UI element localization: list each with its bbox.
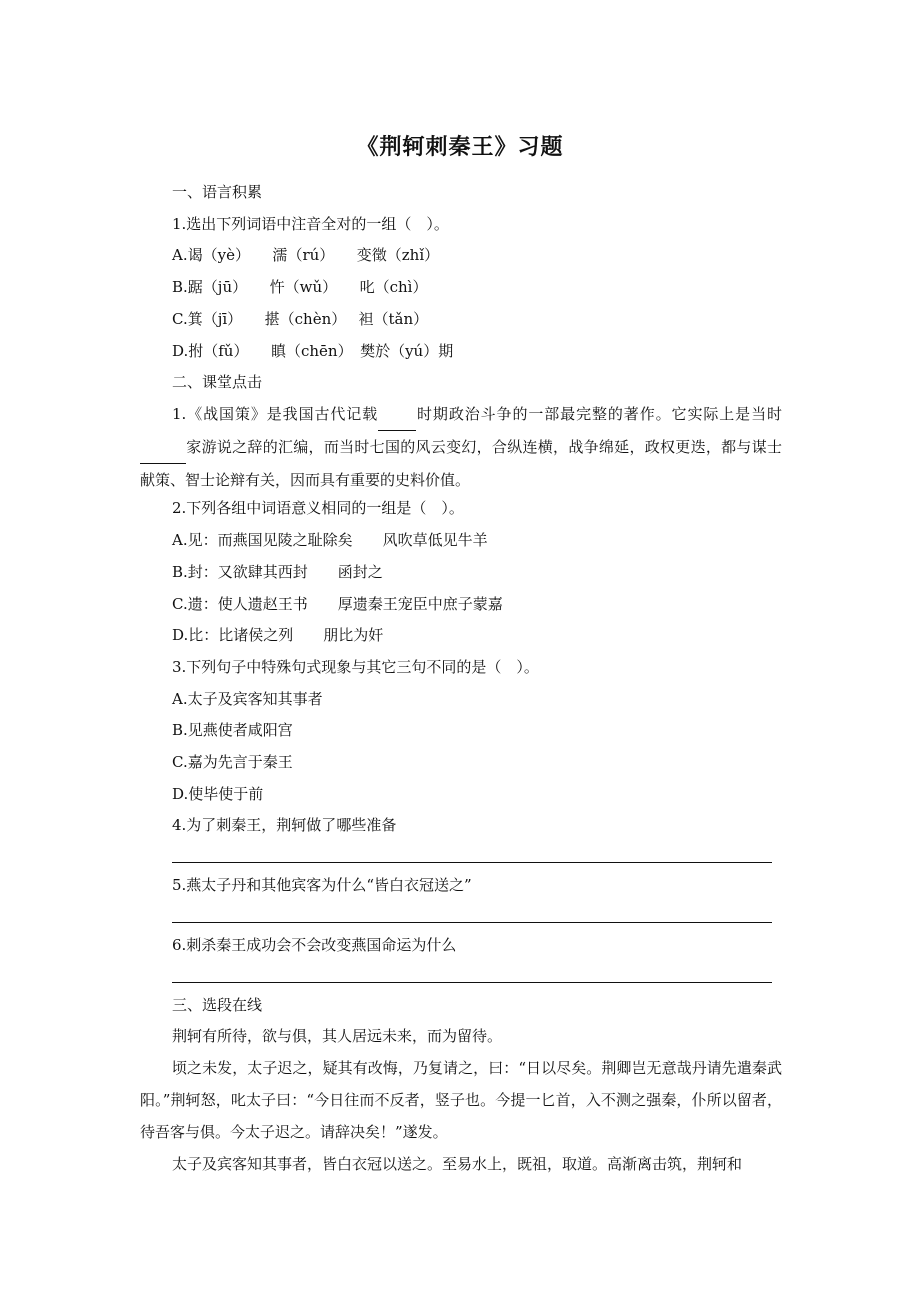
passage-paragraph-1: 荆轲有所待，欲与俱，其人居远未来，而为留待。 xyxy=(172,1027,503,1045)
question-1-1: 1.选出下列词语中注音全对的一组（ ）。 xyxy=(172,215,449,233)
question-2-2: 2.下列各组中词语意义相同的一组是（ ）。 xyxy=(172,499,464,517)
q2-option-c: C.遗：使人遗赵王书 厚遗秦王宠臣中庶子蒙嘉 xyxy=(172,595,503,613)
section-heading-1: 一、语言积累 xyxy=(172,183,263,201)
page-title: 《荆轲刺秦王》习题 xyxy=(356,135,564,160)
question-2-4: 4.为了刺秦王，荆轲做了哪些准备 xyxy=(172,816,397,834)
q2-option-d: D.比：比诸侯之列 朋比为奸 xyxy=(172,626,384,644)
question-2-1-part-b: 时期政治斗争的一部最完整的著作。它实际上是当时 xyxy=(416,405,782,423)
question-2-1-part-a: 1.《战国策》是我国古代记载 xyxy=(172,405,379,423)
passage-paragraph-2: 顷之未发，太子迟之，疑其有改悔，乃复请之，曰：“日以尽矣。荆卿岂无意哉丹请先遣秦武阳。”荆轲怒，叱太子曰：“今日往而不反者，竖子也。今提一匕首，入不测之强秦，仆所以留者，待吾客与俱。今太子迟之。请辞决矣！”遂发。 xyxy=(140,1059,782,1141)
q3-option-d: D.使毕使于前 xyxy=(172,785,264,803)
answer-line-6[interactable] xyxy=(172,982,772,983)
question-2-3: 3.下列句子中特殊句式现象与其它三句不同的是（ ）。 xyxy=(172,658,539,676)
question-2-1-part-c: 家游说之辞的汇编，而当时七国的风云变幻，合纵连横，战争绵延，政权更迭，都与谋士献策、智士论辩有关，因而具有重要的史料价值。 xyxy=(140,438,782,489)
section-heading-3: 三、选段在线 xyxy=(172,996,263,1014)
q3-option-a: A.太子及宾客知其事者 xyxy=(172,690,323,708)
question-2-1 xyxy=(140,398,782,496)
section-heading-2: 二、课堂点击 xyxy=(172,373,263,391)
option-a: A.谒（yè） 濡（rú） 变徵（zhǐ） xyxy=(172,246,440,264)
q2-option-b: B.封：又欲肆其西封 函封之 xyxy=(172,563,383,581)
answer-line-4[interactable] xyxy=(172,862,772,863)
option-d: D.拊（fǔ） 瞋（chēn） 樊於（yú）期 xyxy=(172,342,454,360)
passage-paragraph-3: 太子及宾客知其事者，皆白衣冠以送之。至易水上，既祖，取道。高渐离击筑，荆轲和 xyxy=(172,1155,743,1173)
q3-option-c: C.嘉为先言于秦王 xyxy=(172,753,293,771)
fill-blank-2[interactable] xyxy=(140,431,186,464)
fill-blank-1[interactable] xyxy=(378,398,416,431)
question-2-6: 6.刺杀秦王成功会不会改变燕国命运为什么 xyxy=(172,936,457,954)
option-b: B.踞（jū） 忤（wǔ） 叱（chì） xyxy=(172,278,428,296)
question-2-5: 5.燕太子丹和其他宾客为什么“皆白衣冠送之” xyxy=(172,876,472,894)
answer-line-5[interactable] xyxy=(172,922,772,923)
option-c: C.箕（jī） 揕（chèn） 袒（tǎn） xyxy=(172,310,429,328)
q3-option-b: B.见燕使者咸阳宫 xyxy=(172,721,293,739)
q2-option-a: A.见：而燕国见陵之耻除矣 风吹草低见牛羊 xyxy=(172,531,488,549)
